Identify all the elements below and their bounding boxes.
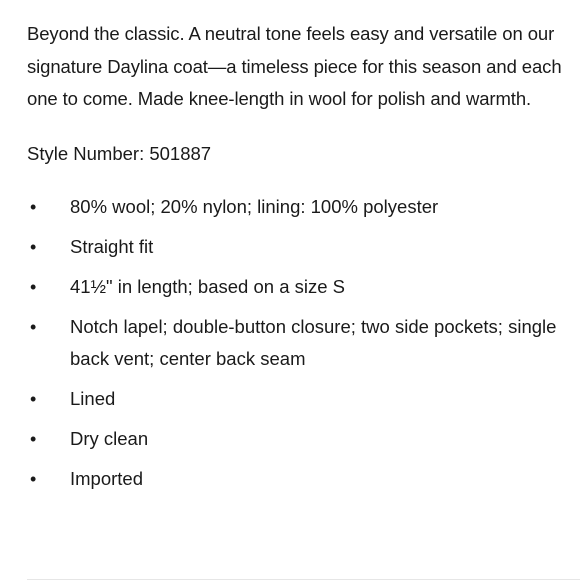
product-description: Beyond the classic. A neutral tone feels easy and versatile on our signature Daylina coat—a timeless piece for this season and each one to come. Made knee-length in wool for polish and warmth. xyxy=(27,23,562,109)
list-item xyxy=(27,231,575,263)
bullet-icon: • xyxy=(30,388,37,409)
feature-text: Dry clean xyxy=(70,427,149,449)
feature-text: Notch lapel; double-button closure; two side pockets; single back vent; center back seam xyxy=(70,315,557,369)
feature-text: Imported xyxy=(70,467,144,489)
feature-text: Straight fit xyxy=(70,235,154,257)
list-item xyxy=(27,311,575,375)
list-item xyxy=(27,383,575,415)
list-item xyxy=(27,423,575,455)
product-details xyxy=(27,18,575,503)
feature-text: Lined xyxy=(70,387,116,409)
style-number: Style Number: 501887 xyxy=(27,142,212,164)
bullet-icon: • xyxy=(30,236,37,257)
list-item xyxy=(27,271,575,303)
bullet-icon: • xyxy=(30,276,37,297)
bullet-icon: • xyxy=(30,196,37,217)
bullet-icon: • xyxy=(30,468,37,489)
feature-list xyxy=(27,191,575,495)
list-item xyxy=(27,191,575,223)
bullet-icon: • xyxy=(30,316,37,337)
feature-text: 41½" in length; based on a size S xyxy=(70,275,346,297)
bullet-icon: • xyxy=(30,428,37,449)
feature-text: 80% wool; 20% nylon; lining: 100% polyester xyxy=(70,195,439,217)
list-item xyxy=(27,463,575,495)
